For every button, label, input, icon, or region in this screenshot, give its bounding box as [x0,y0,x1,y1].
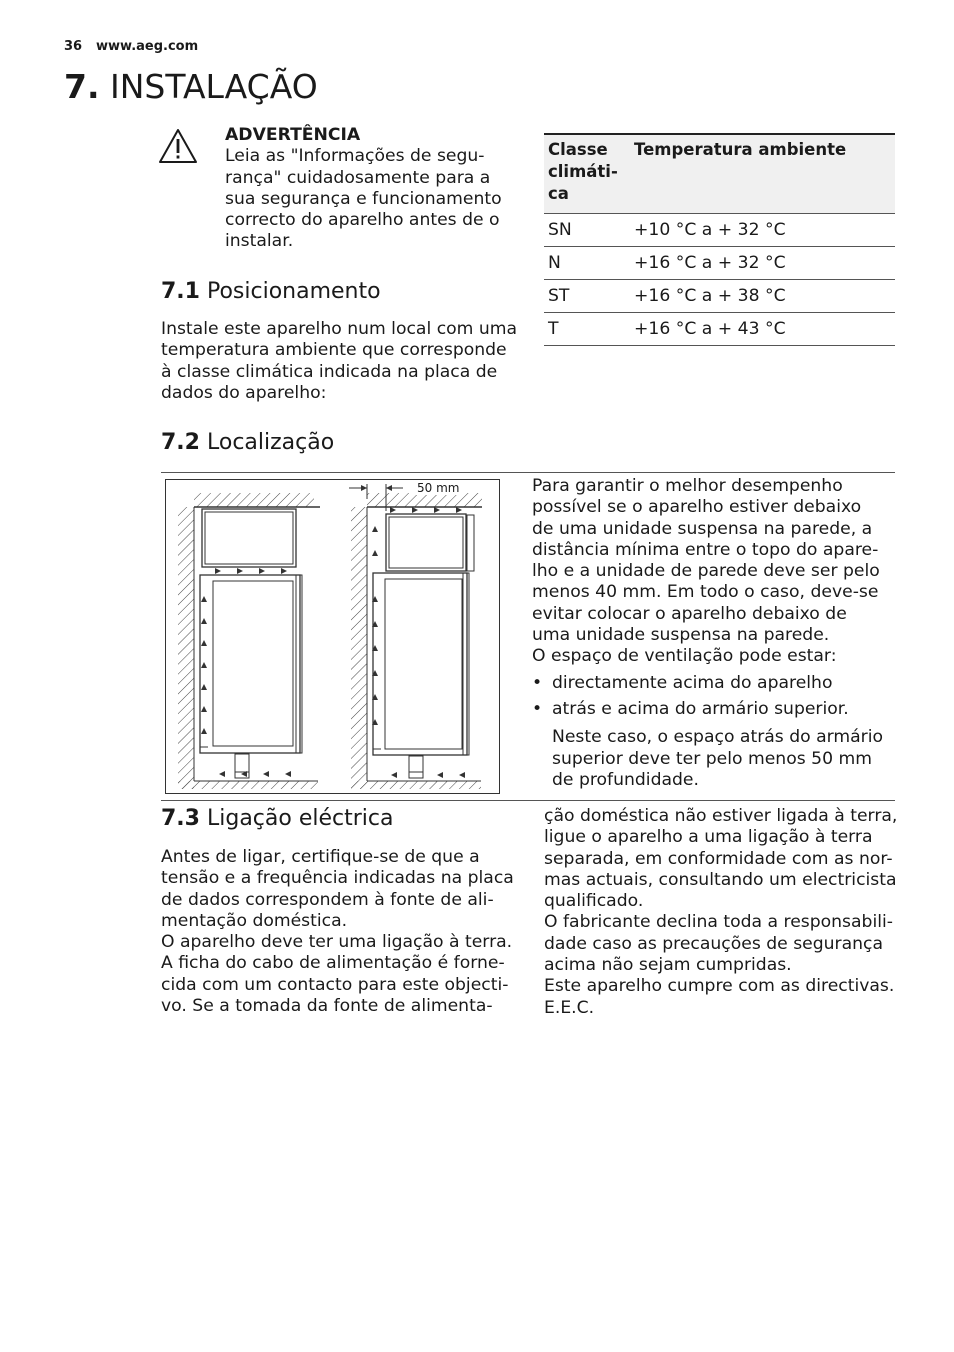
table-cell: N [544,247,630,280]
table-cell: +16 °C a + 43 °C [630,313,895,346]
note-line: superior deve ter pelo menos 50 mm [552,748,872,769]
paragraph-line: qualificado. [544,891,644,912]
paragraph-line: menos 40 mm. Em todo o caso, deve-se [532,582,879,603]
note-line: Neste caso, o espaço atrás do armário [552,727,884,748]
climate-table-wrapper [544,133,895,346]
list-item: • directamente acima do aparelho [532,672,833,693]
paragraph-line: cida com um contacto para este objecti- [161,974,509,995]
paragraph-line: Este aparelho cumpre com as directivas. [544,976,895,997]
diagram-dimension-label: 50 mm [417,481,460,495]
paragraph-line: O fabricante declina toda a responsabili- [544,912,893,933]
warning-text [225,146,525,252]
paragraph-line: Instale este aparelho num local com uma [161,319,518,339]
table-cell: +16 °C a + 32 °C [630,247,895,280]
paragraph-line: Para garantir o melhor desempenho [532,476,843,496]
warning-heading: ADVERTÊNCIA [225,125,361,145]
warning-line: Leia as "Informações de segu- [225,146,485,167]
title-number: 7. [64,67,100,106]
warning-line: sua segurança e funcionamento [225,188,502,209]
paragraph-line: ção doméstica não estiver ligada à terra, [544,806,898,826]
table-header-temperature: Temperatura ambiente [630,134,895,214]
paragraph-line: à classe climática indicada na placa de [161,361,498,382]
warning-line: correcto do aparelho antes de o [225,210,500,231]
paragraph-line: ligue o aparelho a uma ligação à terra [544,827,873,848]
ventilation-list [532,673,894,721]
page-title [64,66,318,108]
paragraph-line: dados do aparelho: [161,382,327,403]
table-cell: +10 °C a + 32 °C [630,214,895,247]
title-text: INSTALAÇÃO [110,67,318,106]
paragraph-line: O aparelho deve ter uma ligação à terra. [161,932,513,953]
warning-icon [158,128,198,164]
paragraph-line: temperatura ambiente que corresponde [161,340,507,361]
paragraph-line: de uma unidade suspensa na parede, a [532,518,873,539]
paragraph-line: tensão e a frequência indicadas na placa [161,868,514,889]
paragraph-line: mas actuais, consultando um electricista [544,869,897,890]
section-7-3-heading: 7.3 Ligação eléctrica [161,806,394,831]
paragraph-line: uma unidade suspensa na parede. [532,625,830,646]
warning-line: rança" cuidadosamente para a [225,167,491,188]
paragraph-line: de dados correspondem à fonte de ali- [161,889,494,910]
table-row [544,214,895,247]
section-7-2-heading: 7.2 Localização [161,430,335,455]
list-item: • atrás e acima do armário superior. [532,698,849,719]
section-7-1-heading: 7.1 Posicionamento [161,279,381,304]
divider [161,472,895,473]
header-url: www.aeg.com [96,39,199,54]
table-cell: ST [544,280,630,313]
warning-block [225,125,525,253]
paragraph-line: mentação doméstica. [161,910,348,931]
paragraph-line: acima não sejam cumpridas. [544,955,792,976]
warning-line: instalar. [225,231,294,252]
paragraph-line: dade caso as precauções de segurança [544,933,884,954]
section-7-1-text [161,319,521,404]
ventilation-note [532,727,894,791]
climate-table [544,133,895,346]
table-row [544,280,895,313]
table-cell: +16 °C a + 38 °C [630,280,895,313]
note-line: de profundidade. [552,769,699,790]
table-cell: T [544,313,630,346]
paragraph-line: separada, em conformidade com as nor- [544,848,893,869]
ventilation-diagram [165,479,500,794]
paragraph-line: vo. Se a tomada da fonte de alimenta- [161,996,493,1017]
paragraph-line: distância mínima entre o topo do apare- [532,539,879,560]
paragraph-line: Antes de ligar, certifique-se de que a [161,847,480,867]
table-row [544,313,895,346]
section-7-2-text [532,476,894,791]
paragraph-line: O espaço de ventilação pode estar: [532,646,837,667]
page-number: 36 [64,39,83,54]
table-header-row [544,134,895,214]
paragraph-line: E.E.C. [544,997,595,1018]
paragraph-line: A ficha do cabo de alimentação é forne- [161,953,505,974]
table-row [544,247,895,280]
paragraph-line: evitar colocar o aparelho debaixo de [532,603,847,624]
paragraph-line: possível se o aparelho estiver debaixo [532,497,862,518]
divider [161,800,895,801]
section-7-3-text-left [161,847,526,1017]
table-header-class: Classe climáti- ca [544,134,630,214]
paragraph-line: lho e a unidade de parede deve ser pelo [532,561,880,582]
table-cell: SN [544,214,630,247]
section-7-3-text-right [544,806,904,1019]
